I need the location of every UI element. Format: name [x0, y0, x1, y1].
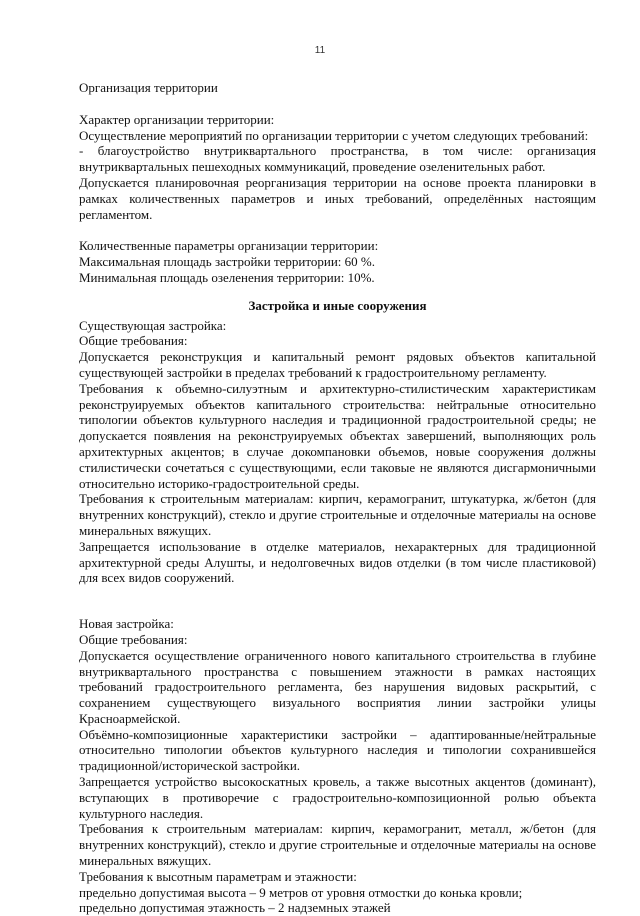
buildings-section-title: Застройка и иные сооружения — [248, 297, 427, 313]
max-floors-line: предельно допустимая этажность – 2 надземных этажей — [79, 900, 391, 916]
new-paragraph-materials: Требования к строительным материалам: кирпич, керамогранит, металл, ж/бетон (для внутренних конструкций), стекло и другие строительные и отделочные материалы на основе минеральных вяжущих. — [79, 821, 596, 869]
existing-paragraph-silhouette: Требования к объемно-силуэтным и архитектурно-стилистическим характеристикам реконструируемых объектов капитального строительства: нейтральные относительно типологии объектов культурного наследия и традиционной градостроительной среды; не допускается появления на реконструируемых объектах завершений, выполняющих роль архитектурных акцентов; в случае докомпановки объемов, новые сооружения должны стилистически сочетаться с существующими, если таковые не являются дисгармоничными относительно историко-градостроительной среды. — [79, 380, 596, 491]
organization-measures-intro: Осуществление мероприятий по организации территории с учетом следующих требований: — [79, 127, 589, 143]
existing-general-requirements: Общие требования: — [79, 333, 188, 349]
new-paragraph-composition: Объёмно-композиционные характеристики застройки – адаптированные/нейтральные относительно типологии объектов культурного наследия и типологии сохранившейся традиционной/исторической застройки. — [79, 726, 596, 774]
quantitative-params-heading: Количественные параметры организации территории: — [79, 238, 379, 254]
existing-buildings-heading: Существующая застройка: — [79, 317, 227, 333]
existing-paragraph-materials: Требования к строительным материалам: кирпич, керамогранит, штукатурка, ж/бетон (для внутренних конструкций), стекло и другие строительные и отделочные материалы на основе минеральных вяжущих. — [79, 491, 596, 538]
organization-title: Организация территории — [79, 80, 218, 95]
existing-paragraph-reconstruction: Допускается реконструкция и капитальный ремонт рядовых объектов капитальной существующей застройки в пределах требований к градостроительному регламенту. — [79, 349, 596, 380]
new-paragraph-construction: Допускается осуществление ограниченного нового капитального строительства в глубине внутриквартального пространства с повышением этажности в рамках настоящих требований градостроительного регламента, без нарушения видовых раскрытий, с сохранением существующего визуального восприятия линии застройки улицы Красноармейской. — [79, 647, 596, 726]
max-building-area: Максимальная площадь застройки территории: 60 %. — [79, 254, 375, 270]
organization-replanning: Допускается планировочная реорганизация территории на основе проекта планировки в рамках количественных параметров и иных требований, определённых настоящим регламентом. — [79, 174, 596, 222]
new-general-requirements: Общие требования: — [79, 631, 188, 647]
existing-paragraph-prohibition: Запрещается использование в отделке материалов, нехарактерных для традиционной архитектурной среды Алушты, и недолговечных видов отделки (в том числе пластиковой) для всех видов сооружений. — [79, 538, 596, 586]
organization-measures-item: - благоустройство внутриквартального пространства, в том числе: организация внутриквартальных пешеходных коммуникаций, проведение озеленительных работ. — [79, 143, 596, 175]
page-number: 11 — [314, 45, 326, 56]
organization-character-heading: Характер организации территории: — [79, 111, 275, 127]
height-params-heading: Требования к высотным параметрам и этажности: — [79, 868, 357, 884]
max-height-line: предельно допустимая высота – 9 метров от уровня отмостки до конька кровли; — [79, 884, 523, 900]
new-paragraph-roof-prohibition: Запрещается устройство высокоскатных кровель, а также высотных акцентов (доминант), вступающих в противоречие с градостроительно-композиционной ролью объекта культурного наследия. — [79, 774, 596, 821]
new-buildings-heading: Новая застройка: — [79, 616, 174, 632]
min-green-area: Минимальная площадь озеленения территории: 10%. — [79, 269, 375, 285]
document-body — [79, 80, 596, 916]
